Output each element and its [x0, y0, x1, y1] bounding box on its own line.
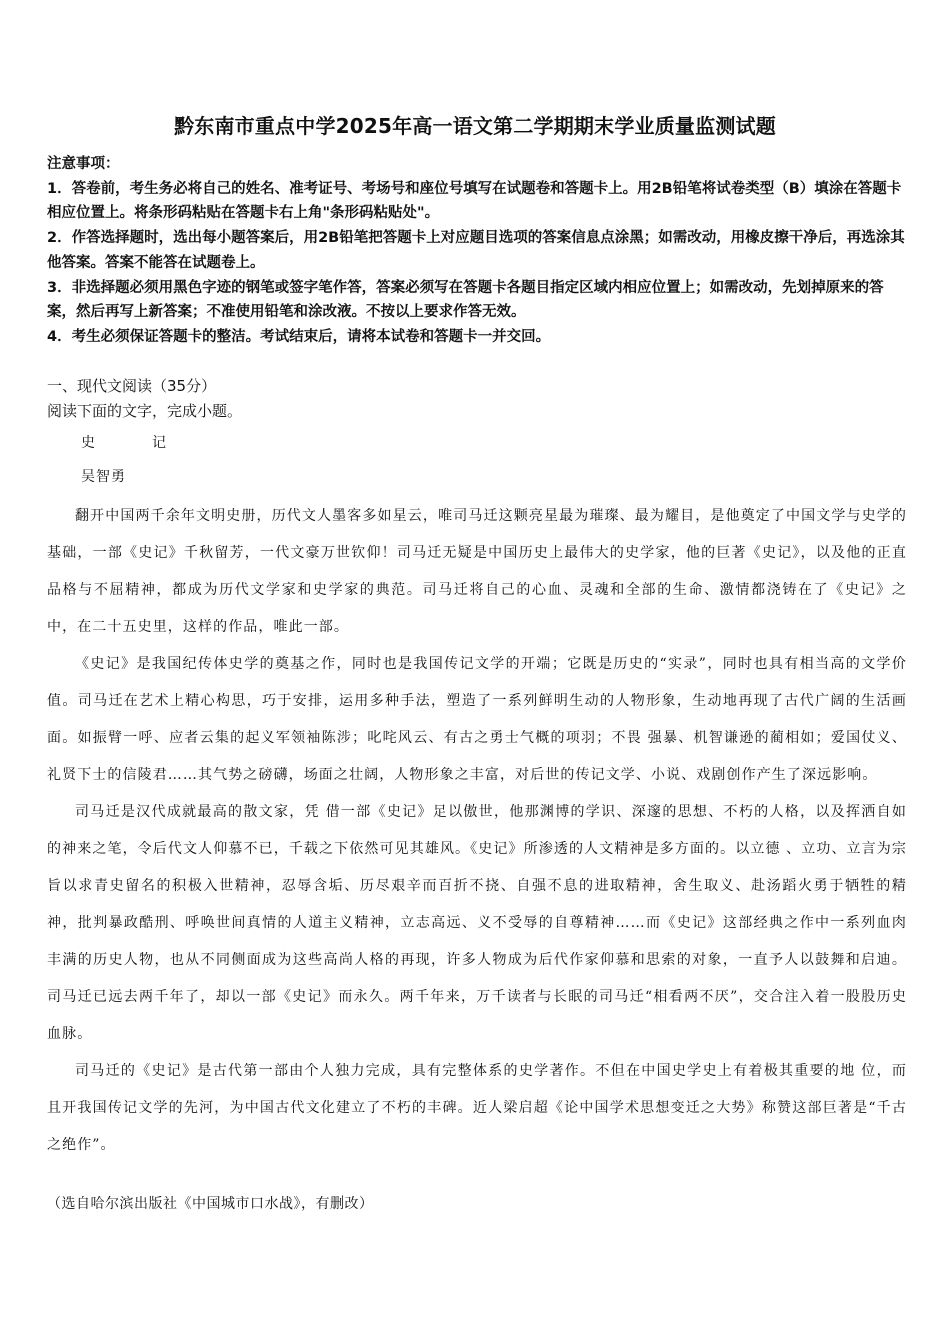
article-title-char-1: 史 — [81, 435, 96, 451]
article-source: （选自哈尔滨出版社《中国城市口水战》，有删改） — [47, 1196, 374, 1212]
notice-item-3: 3．非选择题必须用黑色字迹的钢笔或签字笔作答，答案必须写在答题卡各题目指定区域内相应位置上；如需改动，先划掉原来的答案，然后再写上新答案；不准使用铅笔和涂改液。不按以上要求作答无效。 — [47, 279, 884, 321]
notice-heading: 注意事项： — [47, 156, 120, 172]
article-paragraph-2: 《史记》是我国纪传体史学的奠基之作，同时也是我国传记文学的开端；它既是历史的“实录”，同时也具有相当高的文学价值。司马迁在艺术上精心构思，巧于安排，运用多种手法，塑造了一系列鲜明生动的人物形象，生动地再现了古代广阔的生活画面。如振臂一呼、应者云集的起义军领袖陈涉；叱咤风云、有古之勇士气概的项羽；不畏 强暴、机智谦逊的蔺相如；爱国仗义、礼贤下士的信陵君……其气势之磅礴，场面之壮阔，人物形象之丰富，对后世的传记文学、小说、戏剧创作产生了深远影响。 — [47, 656, 907, 783]
notice-item-2: 2．作答选择题时，选出每小题答案后，用2B铅笔把答题卡上对应题目选项的答案信息点涂黑；如需改动，用橡皮擦干净后，再选涂其他答案。答案不能答在试题卷上。 — [47, 230, 905, 271]
article-paragraph-1: 翻开中国两千余年文明史册，历代文人墨客多如星云，唯司马迁这颗亮星最为璀璨、最为耀目，是他奠定了中国文学与史学的基础，一部《史记》千秋留芳，一代文豪万世钦仰！司马迁无疑是中国历史上最伟大的史学家，他的巨著《史记》，以及他的正直品格与不屈精神，都成为历代文学家和史学家的典范。司马迁将自己的心血、灵魂和全部的生命、激情都浇铸在了《史记》之中，在二十五史里，这样的作品，唯此一部。 — [47, 508, 907, 635]
article-body — [47, 498, 907, 1164]
article-author: 吴智勇 — [81, 469, 126, 485]
article-title-char-2: 记 — [152, 435, 167, 451]
notice-item-4: 4．考生必须保证答题卡的整洁。考试结束后，请将本试卷和答题卡一并交回。 — [47, 328, 551, 345]
exam-title: 黔东南市重点中学2025年高一语文第二学期期末学业质量监测试题 — [174, 114, 776, 138]
article-paragraph-4: 司马迁的《史记》是古代第一部由个人独力完成，具有完整体系的史学著作。不但在中国史学史上有着极其重要的地 位，而且开我国传记文学的先河，为中国古代文化建立了不朽的丰碑。近人梁启超《论中国学术思想变迁之大势》称赞这部巨著是“千古之绝作”。 — [47, 1063, 907, 1153]
section-instruction: 阅读下面的文字，完成小题。 — [47, 402, 243, 420]
article-paragraph-3: 司马迁是汉代成就最高的散文家，凭 借一部《史记》足以傲世，他那渊博的学识、深邃的思想、不朽的人格，以及挥洒自如的神来之笔，令后代文人仰慕不已，千载之下依然可见其雄风。《史记》所渗透的人文精神是多方面的。以立德 、立功、立言为宗旨以求青史留名的积极入世精神，忍辱含垢、历尽艰辛而百折不挠、自强不息的进取精神，舍生取义、赴汤蹈火勇于牺牲的精神，批判暴政酷刑、呼唤世间真情的人道主义精神，立志高远、义不受辱的自尊精神……而《史记》这部经典之作中一系列血肉丰满的历史人物，也从不同侧面成为这些高尚人格的再现，许多人物成为后代作家仰慕和思索的对象，一直予人以鼓舞和启迪。司马迁已远去两千年了，却以一部《史记》而永久。两千年来，万千读者与长眠的司马迁“相看两不厌”，交合注入着一股股历史血脉。 — [47, 804, 907, 1042]
section-heading: 一、现代文阅读（35分） — [47, 377, 217, 395]
article-title — [81, 431, 167, 455]
notice-item-1: 1．答卷前，考生务必将自己的姓名、准考证号、考场号和座位号填写在试题卷和答题卡上。用2B铅笔将试卷类型（B）填涂在答题卡相应位置上。将条形码粘贴在答题卡右上角"条形码粘贴处"。 — [47, 180, 902, 222]
notice-block — [47, 152, 907, 350]
